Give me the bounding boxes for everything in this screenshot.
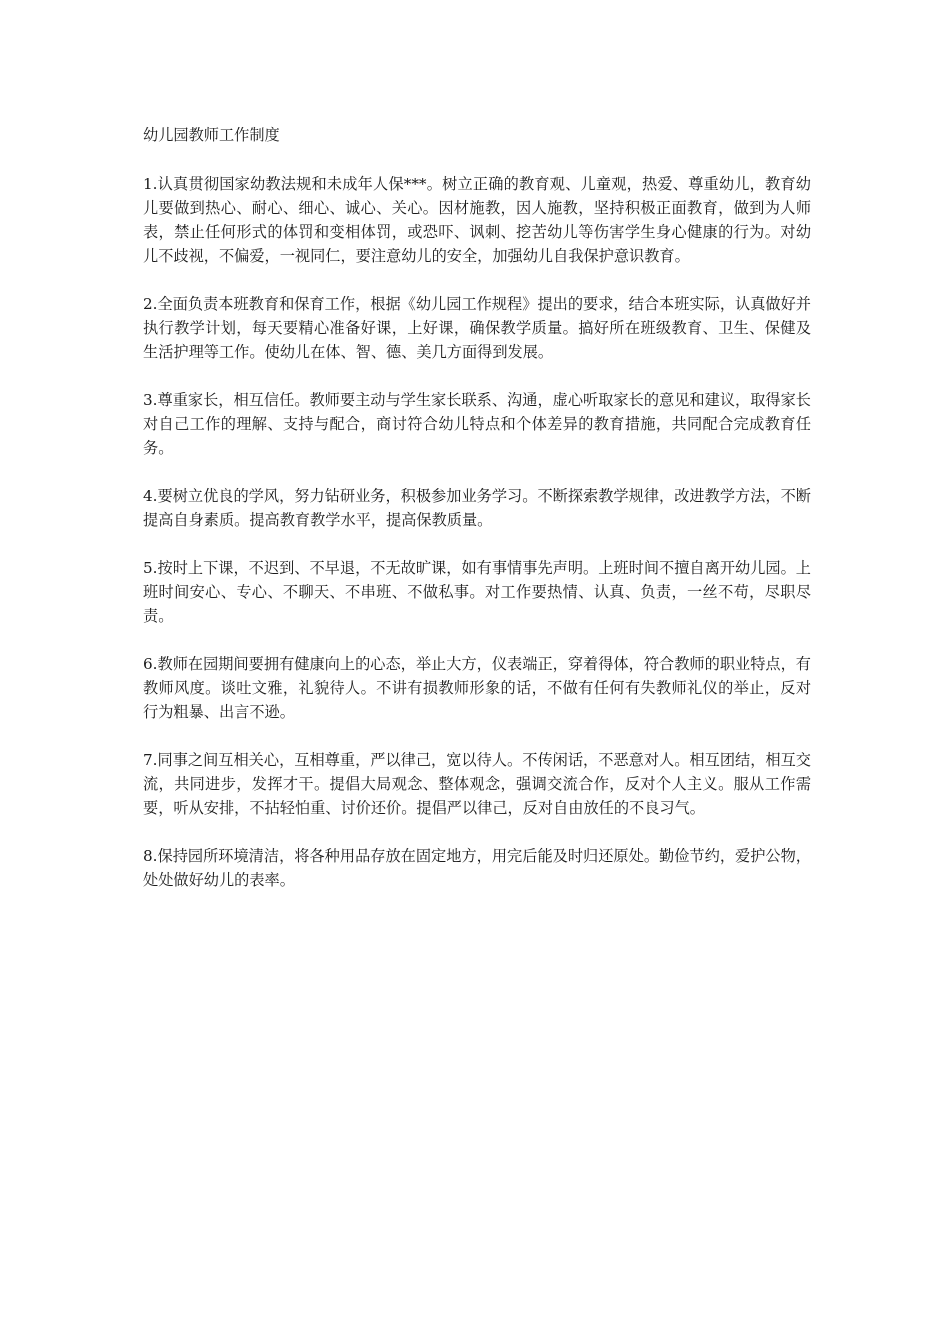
paragraph-6: 6.教师在园期间要拥有健康向上的心态，举止大方，仪表端正，穿着得体，符合教师的职业特点，有教师风度。谈吐文雅，礼貌待人。不讲有损教师形象的话，不做有任何有失教师礼仪的举止，反对行为粗暴、出言不逊。 [143,655,811,721]
paragraph-1: 1.认真贯彻国家幼教法规和未成年人保***。树立正确的教育观、儿童观，热爱、尊重幼儿，教育幼儿要做到热心、耐心、细心、诚心、关心。因材施教，因人施教，坚持积极正面教育，做到为人师表，禁止任何形式的体罚和变相体罚，或恐吓、讽刺、挖苦幼儿等伤害学生身心健康的行为。对幼儿不歧视，不偏爱，一视同仁，要注意幼儿的安全，加强幼儿自我保护意识教育。 [143,175,811,265]
document-title: 幼儿园教师工作制度 [143,126,280,144]
paragraph-5: 5.按时上下课，不迟到、不早退，不无故旷课，如有事情事先声明。上班时间不擅自离开幼儿园。上班时间安心、专心、不聊天、不串班、不做私事。对工作要热情、认真、负责，一丝不苟，尽职尽责。 [143,559,811,625]
document-body [143,123,811,916]
paragraph-3: 3.尊重家长，相互信任。教师要主动与学生家长联系、沟通，虚心听取家长的意见和建议，取得家长对自己工作的理解、支持与配合，商讨符合幼儿特点和个体差异的教育措施，共同配合完成教育任务。 [143,391,811,457]
paragraph-8: 8.保持园所环境清洁，将各种用品存放在固定地方，用完后能及时归还原处。勤俭节约，爱护公物，处处做好幼儿的表率。 [143,847,811,889]
paragraph-4: 4.要树立优良的学风，努力钻研业务，积极参加业务学习。不断探索教学规律，改进教学方法，不断提高自身素质。提高教育教学水平，提高保教质量。 [143,487,811,529]
paragraph-2: 2.全面负责本班教育和保育工作，根据《幼儿园工作规程》提出的要求，结合本班实际，认真做好并执行教学计划，每天要精心准备好课，上好课，确保教学质量。搞好所在班级教育、卫生、保健及生活护理等工作。使幼儿在体、智、德、美几方面得到发展。 [143,295,811,361]
paragraph-7: 7.同事之间互相关心，互相尊重，严以律己，宽以待人。不传闲话，不恶意对人。相互团结，相互交流，共同进步，发挥才干。提倡大局观念、整体观念，强调交流合作，反对个人主义。服从工作需要，听从安排，不拈轻怕重、讨价还价。提倡严以律己，反对自由放任的不良习气。 [143,751,811,817]
